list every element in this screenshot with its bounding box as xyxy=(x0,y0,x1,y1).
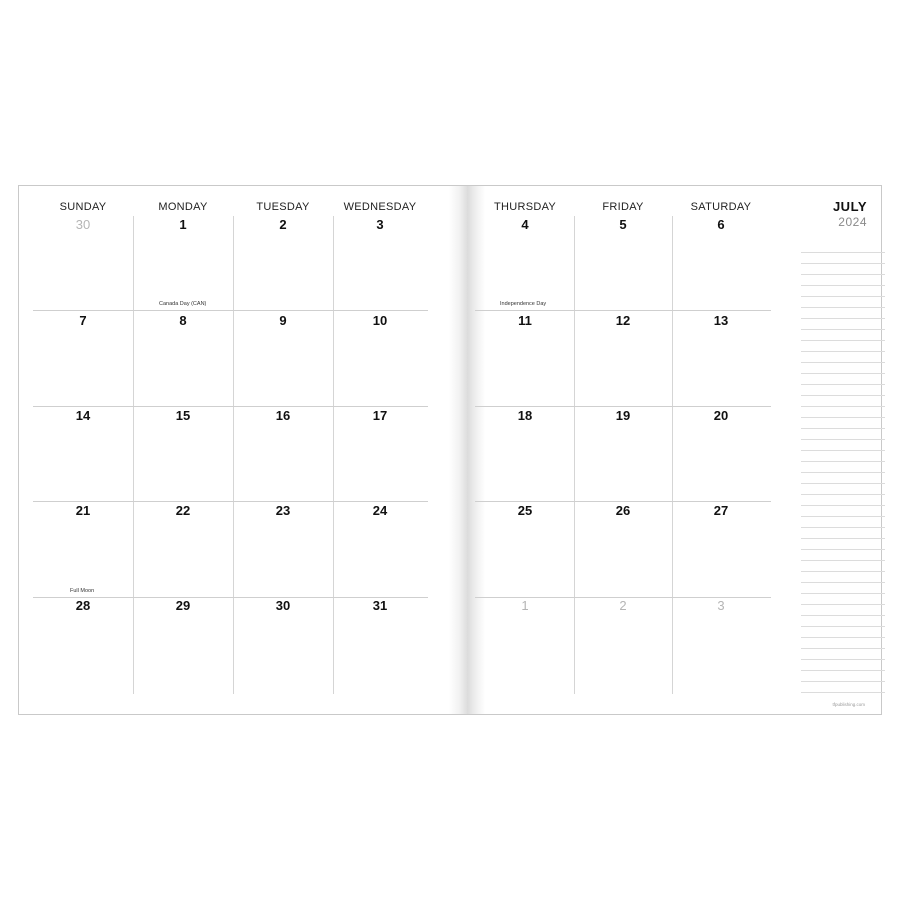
date-cell-number[interactable]: 17 xyxy=(372,408,388,423)
date-cell-number[interactable]: 23 xyxy=(275,503,291,518)
date-cell-number[interactable]: 11 xyxy=(518,313,532,328)
week-divider xyxy=(475,501,771,502)
week-divider xyxy=(33,310,428,311)
month-title: JULY xyxy=(832,199,867,214)
date-cell-number[interactable]: 2 xyxy=(619,598,627,613)
date-cell-number[interactable]: 7 xyxy=(79,313,87,328)
date-cell-number[interactable]: 28 xyxy=(75,598,91,613)
date-cell-number[interactable]: 30 xyxy=(75,217,91,232)
date-cell-number[interactable]: 27 xyxy=(713,503,729,518)
left-page xyxy=(19,186,451,714)
date-cell-number[interactable]: 29 xyxy=(175,598,191,613)
day-header-thursday: THURSDAY xyxy=(493,201,557,213)
date-cell-number[interactable]: 24 xyxy=(372,503,388,518)
date-cell-number[interactable]: 22 xyxy=(175,503,191,518)
holiday-note: Independence Day xyxy=(500,301,547,307)
day-header-tuesday: TUESDAY xyxy=(256,201,310,213)
date-cell-number[interactable]: 4 xyxy=(521,217,529,232)
column-divider xyxy=(672,216,673,694)
date-cell-number[interactable]: 6 xyxy=(717,217,725,232)
date-cell-number[interactable]: 8 xyxy=(179,313,187,328)
date-cell-number[interactable]: 30 xyxy=(275,598,291,613)
week-divider xyxy=(475,310,771,311)
planner-spread xyxy=(18,185,882,715)
moon-phase-note: Full Moon xyxy=(70,588,95,594)
date-cell-number[interactable]: 21 xyxy=(75,503,91,518)
date-cell-number[interactable]: 1 xyxy=(179,217,187,232)
date-cell-number[interactable]: 2 xyxy=(279,217,287,232)
date-cell-number[interactable]: 18 xyxy=(517,408,533,423)
date-cell-number[interactable]: 15 xyxy=(175,408,191,423)
column-divider xyxy=(574,216,575,694)
date-cell-number[interactable]: 19 xyxy=(615,408,631,423)
date-cell-number[interactable]: 31 xyxy=(372,598,388,613)
date-cell-number[interactable]: 3 xyxy=(717,598,725,613)
date-cell-number[interactable]: 9 xyxy=(279,313,287,328)
right-page xyxy=(469,186,883,714)
date-cell-number[interactable]: 14 xyxy=(75,408,91,423)
week-divider xyxy=(475,406,771,407)
day-header-monday: MONDAY xyxy=(158,201,208,213)
day-header-wednesday: WEDNESDAY xyxy=(343,201,417,213)
holiday-note: Canada Day (CAN) xyxy=(159,301,207,307)
week-divider xyxy=(33,501,428,502)
date-cell-number[interactable]: 13 xyxy=(713,313,729,328)
date-cell-number[interactable]: 16 xyxy=(275,408,291,423)
date-cell-number[interactable]: 26 xyxy=(615,503,631,518)
date-cell-number[interactable]: 1 xyxy=(521,598,529,613)
publisher-footer: tfpublishing.com xyxy=(832,702,865,707)
date-cell-number[interactable]: 20 xyxy=(713,408,729,423)
column-divider xyxy=(333,216,334,694)
year-label: 2024 xyxy=(838,215,867,229)
notes-lines[interactable] xyxy=(801,242,885,694)
date-cell-number[interactable]: 10 xyxy=(372,313,388,328)
column-divider xyxy=(133,216,134,694)
date-cell-number[interactable]: 3 xyxy=(376,217,384,232)
week-divider xyxy=(33,406,428,407)
day-header-saturday: SATURDAY xyxy=(690,201,752,213)
date-cell-number[interactable]: 25 xyxy=(517,503,533,518)
date-cell-number[interactable]: 12 xyxy=(615,313,631,328)
day-header-sunday: SUNDAY xyxy=(59,201,107,213)
column-divider xyxy=(233,216,234,694)
day-header-friday: FRIDAY xyxy=(602,201,644,213)
date-cell-number[interactable]: 5 xyxy=(619,217,627,232)
